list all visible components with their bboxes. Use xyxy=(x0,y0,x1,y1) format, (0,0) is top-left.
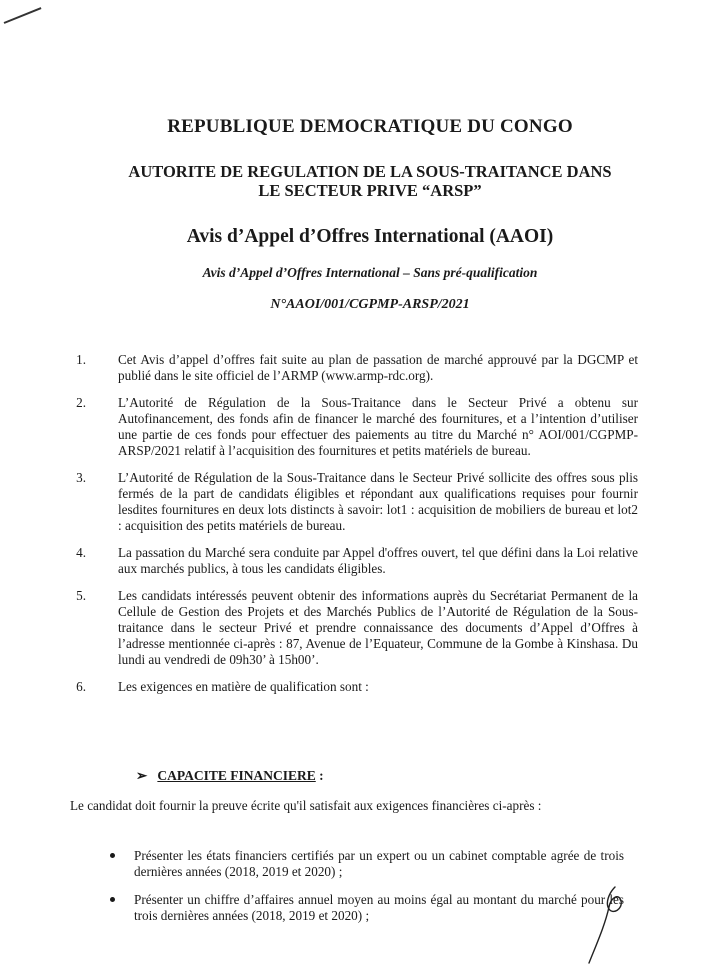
bullet-list xyxy=(108,848,624,936)
authority-line-1: AUTORITE DE REGULATION DE LA SOUS-TRAITANCE DANS xyxy=(128,162,612,181)
notice-title: Avis d’Appel d’Offres International (AAOI) xyxy=(186,226,554,247)
item-number: 5. xyxy=(76,588,86,603)
section-heading xyxy=(136,768,324,784)
item-text: Les candidats intéressés peuvent obtenir des informations auprès du Secrétariat Permanent de la Cellule de Gestion des Projets et des Marchés Publics de l’Autorité de Régulation de la Sous-traitance dans le secteur Privé et prendre connaissance des documents d’Appel d’Offres à l’adresse mentionnée ci-après : 87, Avenue de l’Equateur, Commune de la Gombe à Kinshasa. Du lundi au vendredi de 09h30’ à 15h00’. xyxy=(118,588,638,667)
item-number: 1. xyxy=(76,352,86,367)
pen-stroke-mark xyxy=(4,7,42,24)
bullet-text: Présenter les états financiers certifiés par un expert ou un cabinet comptable agrée de trois dernières années (2018, 2019 et 2020) ; xyxy=(134,848,624,879)
item-number: 6. xyxy=(76,679,86,694)
bullet-dot-icon xyxy=(110,853,115,858)
item-number: 3. xyxy=(76,470,86,485)
item-number: 4. xyxy=(76,545,86,560)
arrow-bullet-icon: ➢ xyxy=(136,768,148,783)
item-text: La passation du Marché sera conduite par Appel d'offres ouvert, tel que défini dans la Loi relative aux marchés publics, à tous les candidats éligibles. xyxy=(118,545,638,576)
numbered-list xyxy=(76,352,638,706)
item-text: L’Autorité de Régulation de la Sous-Traitance dans le Secteur Privé a obtenu sur Autofinancement, des fonds afin de financer le marché des fournitures, et a l’intention d’utiliser une partie de ces fonds pour effectuer des paiements au titre du Marché n° AOI/001/CGPMP-ARSP/2021 relatif à l’acquisition des fournitures et petits matériels de bureau. xyxy=(118,395,638,458)
signature-mark xyxy=(585,885,635,965)
item-text: Cet Avis d’appel d’offres fait suite au plan de passation de marché approuvé par la DGCMP et publié dans le site officiel de l’ARMP (www.armp-rdc.org). xyxy=(118,352,638,383)
section-title: CAPACITE FINANCIERE xyxy=(157,768,316,783)
bullet-text: Présenter un chiffre d’affaires annuel moyen au moins égal au montant du marché pour les trois dernières années (2018, 2019 et 2020) ; xyxy=(134,892,624,923)
section-title-suffix: : xyxy=(315,768,324,783)
list-item xyxy=(76,470,638,534)
bullet-item xyxy=(108,848,624,880)
bullet-dot-icon xyxy=(110,897,115,902)
list-item xyxy=(76,588,638,668)
list-item xyxy=(76,679,638,695)
reference-number: N°AAOI/001/CGPMP-ARSP/2021 xyxy=(270,297,470,312)
notice-subtitle: Avis d’Appel d’Offres International – Sans pré-qualification xyxy=(202,265,538,280)
authority-heading xyxy=(60,162,680,200)
requirement-paragraph: Le candidat doit fournir la preuve écrite qu'il satisfait aux exigences financières ci-après : xyxy=(70,798,542,813)
authority-line-2: LE SECTEUR PRIVE “ARSP” xyxy=(258,181,482,200)
item-text: Les exigences en matière de qualification sont : xyxy=(118,679,369,694)
list-item xyxy=(76,352,638,384)
list-item xyxy=(76,545,638,577)
bullet-item xyxy=(108,892,624,924)
list-item xyxy=(76,395,638,459)
item-number: 2. xyxy=(76,395,86,410)
country-heading: REPUBLIQUE DEMOCRATIQUE DU CONGO xyxy=(167,116,573,137)
item-text: L’Autorité de Régulation de la Sous-Traitance dans le Secteur Privé sollicite des offres sous plis fermés de la part de candidats éligibles et répondant aux qualifications requises pour fournir lesdites fournitures en deux lots distincts à savoir: lot1 : acquisition de mobiliers de bureau et lot2 : acquisition des petits matériels de bureau. xyxy=(118,470,638,533)
